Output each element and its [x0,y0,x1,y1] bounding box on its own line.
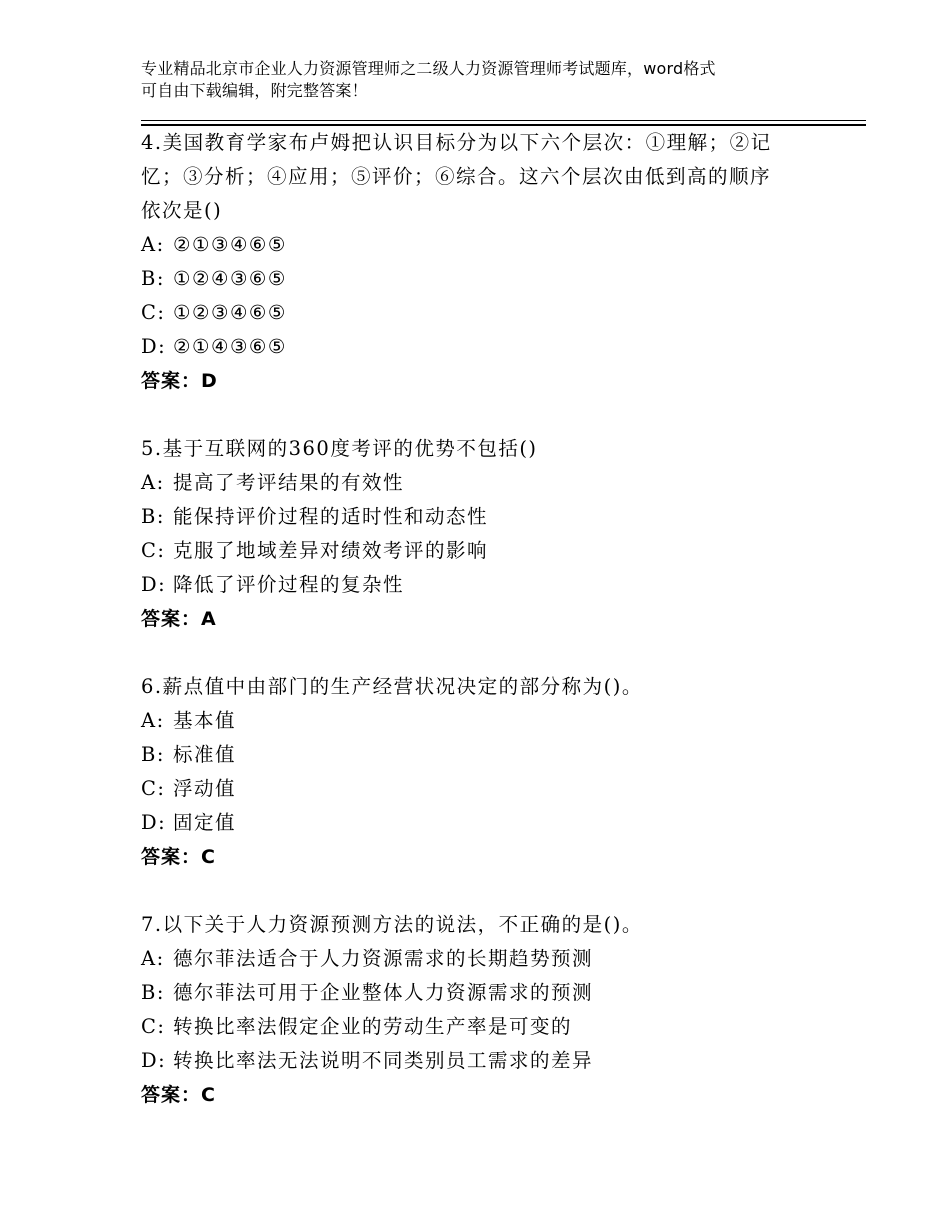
option-key: A: [141,947,165,970]
option-key: A: [141,709,165,732]
option-text: ②①③④⑥⑤ [173,233,287,256]
option-c [141,296,841,330]
question-block [141,432,841,636]
question-text-line: 忆；③分析；④应用；⑤评价；⑥综合。这六个层次由低到高的顺序 [141,165,772,188]
question-text-line: 依次是() [141,199,223,222]
option-b [141,500,841,534]
option-key: C: [141,539,166,562]
option-b [141,262,841,296]
answer-label: 答案：A [141,608,217,630]
option-text: ①②③④⑥⑤ [173,301,287,324]
option-text: 提高了考评结果的有效性 [173,471,405,494]
option-c [141,1010,841,1044]
option-key: B: [141,267,165,290]
option-a [141,704,841,738]
option-key: B: [141,743,165,766]
answer-label: 答案：C [141,1084,216,1106]
option-key: B: [141,505,165,528]
question-list [141,126,841,1146]
option-a [141,228,841,262]
option-text: 德尔菲法可用于企业整体人力资源需求的预测 [173,981,594,1004]
question-block [141,908,841,1112]
option-c [141,534,841,568]
question-text-line: 7.以下关于人力资源预测方法的说法，不正确的是()。 [141,913,643,936]
question-text-line: 5.基于互联网的360度考评的优势不包括() [141,437,538,460]
option-key: D: [141,811,167,834]
option-text: 转换比率法假定企业的劳动生产率是可变的 [173,1015,573,1038]
option-text: 固定值 [173,811,237,834]
option-b [141,976,841,1010]
question-block [141,670,841,874]
option-key: C: [141,1015,166,1038]
question-text-line: 6.薪点值中由部门的生产经营状况决定的部分称为()。 [141,675,643,698]
option-text: ②①④③⑥⑤ [173,335,287,358]
document-header [141,58,841,102]
option-key: C: [141,301,166,324]
option-text: 德尔菲法适合于人力资源需求的长期趋势预测 [173,947,594,970]
answer-label: 答案：C [141,846,216,868]
question-text-line: 4.美国教育学家布卢姆把认识目标分为以下六个层次：①理解；②记 [141,131,772,154]
option-d [141,568,841,602]
option-text: 基本值 [173,709,237,732]
option-key: D: [141,1049,167,1072]
option-key: B: [141,981,165,1004]
answer-label: 答案：D [141,370,218,392]
option-key: A: [141,233,165,256]
option-d [141,330,841,364]
option-d [141,1044,841,1078]
option-d [141,806,841,840]
option-key: A: [141,471,165,494]
option-a [141,942,841,976]
header-divider-thin [141,120,866,121]
header-title-line-1: 专业精品北京市企业人力资源管理师之二级人力资源管理师考试题库，word格式 [141,59,716,78]
header-title-line-2: 可自由下载编辑，附完整答案！ [141,81,368,100]
option-text: 浮动值 [173,777,237,800]
option-key: D: [141,573,167,596]
option-text: 标准值 [173,743,237,766]
option-a [141,466,841,500]
option-text: 转换比率法无法说明不同类别员工需求的差异 [173,1049,594,1072]
option-text: 降低了评价过程的复杂性 [173,573,405,596]
option-text: ①②④③⑥⑤ [173,267,287,290]
option-text: 能保持评价过程的适时性和动态性 [173,505,489,528]
option-key: C: [141,777,166,800]
option-text: 克服了地域差异对绩效考评的影响 [173,539,489,562]
option-c [141,772,841,806]
option-key: D: [141,335,167,358]
option-b [141,738,841,772]
question-block [141,126,841,398]
